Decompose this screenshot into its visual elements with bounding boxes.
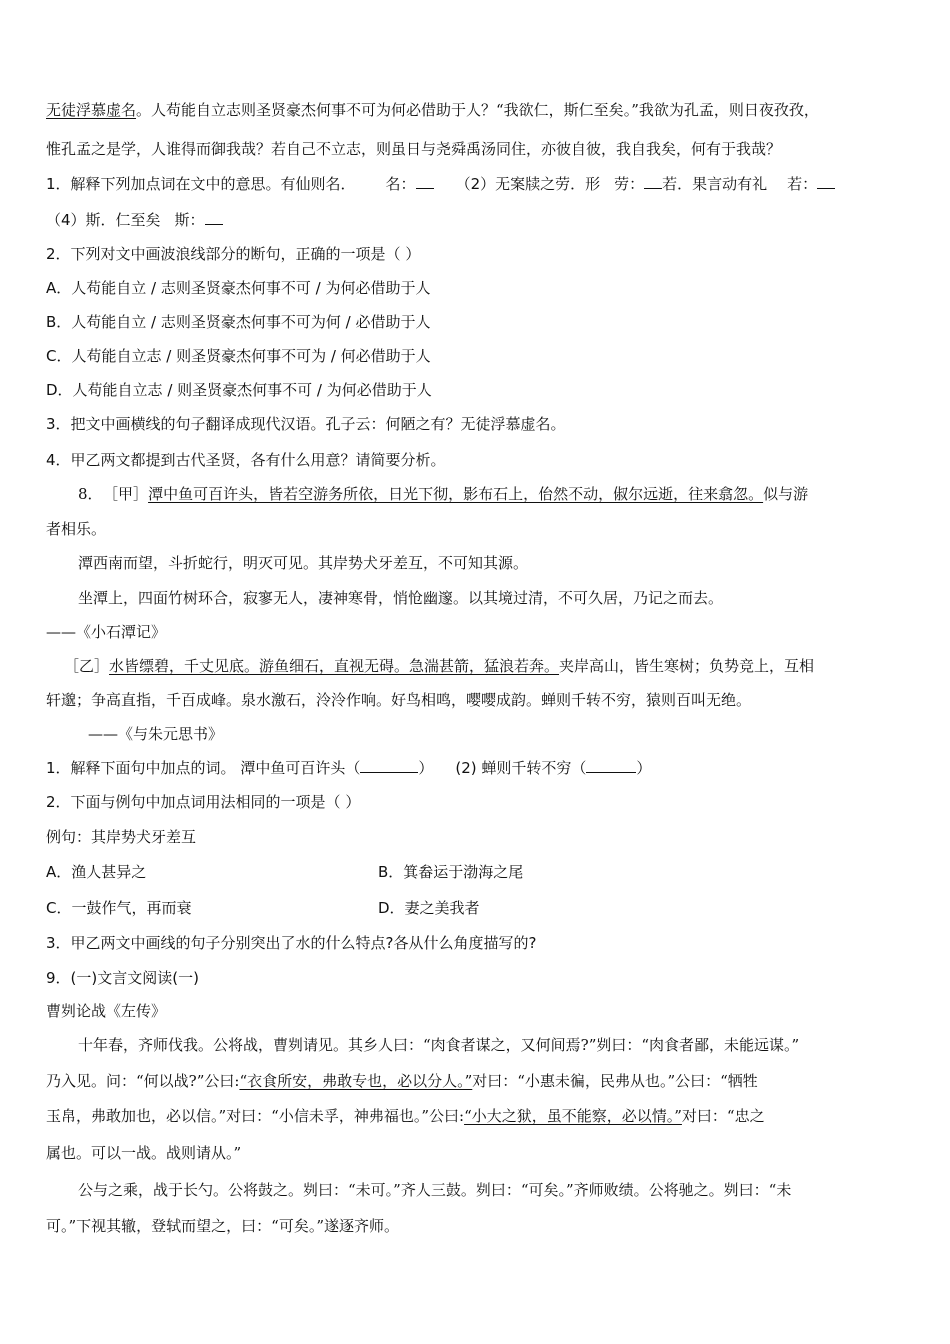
q9-para-1-line-2: 乃入见。问：“何以战?”公曰:“衣食所安，弗敢专也，必以分人。”对曰：“小惠未徧，民弗从也。”公曰：“牺牲 (46, 1072, 758, 1090)
passage-line-2: 惟孔孟之是学，人谁得而御我哉？若自己不立志，则虽日与尧舜禹汤同住，亦彼自彼，我自我矣，何有于我哉？ (46, 140, 782, 158)
q8-example: 例句：其岸势犬牙差互 (46, 828, 197, 846)
q9-para-1-line-1: 十年春，齐师伐我。公将战，曹刿请见。其乡人曰：“肉食者谋之，又何间焉?”刿曰：“肉食者鄙，未能远谋。” (78, 1036, 800, 1054)
q7-option-b: B．人苟能自立 / 志则圣贤豪杰何事不可为何 / 必借助于人 (46, 313, 431, 331)
underlined-phrase: 无徒浮慕虚名 (46, 101, 137, 119)
q8-source-2: ——《与朱元思书》 (88, 725, 224, 743)
q8-yi-line-1: ［乙］水皆缥碧，千丈见底。游鱼细石，直视无碍。急湍甚箭，猛浪若奔。夹岸高山，皆生寒树；负势竞上，互相 (64, 657, 815, 675)
underlined-phrase: “小大之狱，虽不能察，必以情。” (464, 1107, 682, 1125)
q8-options-row-2 (46, 898, 906, 918)
q8-option-d: D．妻之美我者 (378, 899, 480, 917)
q8-option-a: A．渔人甚异之 (46, 863, 147, 881)
q7-question-1-cont: （4）斯．仁至矣 斯： (46, 210, 223, 230)
q9-para-1-line-4: 属也。可以一战。战则请从。” (46, 1144, 242, 1162)
answer-blank[interactable] (205, 210, 223, 225)
q7-question-1: 1．解释下列加点词在文中的意思。有仙则名． 名： （2）无案牍之劳．形 劳： 若．果言动有礼 若： (46, 174, 835, 194)
q7-option-a: A．人苟能自立 / 志则圣贤豪杰何事不可 / 为何必借助于人 (46, 279, 431, 297)
q7-option-c: C．人苟能自立志 / 则圣贤豪杰何事不可为 / 何必借助于人 (46, 347, 431, 365)
q7-question-2: 2．下列对文中画波浪线部分的断句，正确的一项是（ ） (46, 245, 421, 263)
q7-question-4: 4．甲乙两文都提到古代圣贤，各有什么用意？请简要分析。 (46, 451, 446, 469)
answer-blank[interactable] (416, 174, 434, 189)
answer-blank[interactable] (644, 174, 662, 189)
q8-option-c: C．一鼓作气，再而衰 (46, 899, 192, 917)
underlined-phrase: 潭中鱼可百许头，皆若空游务所依，日光下彻，影布石上，佁然不动，俶尔远逝，往来翕忽。 (148, 485, 764, 503)
answer-blank[interactable] (586, 758, 636, 773)
q8-option-b: B．箕畚运于渤海之尾 (378, 863, 524, 881)
answer-blank[interactable] (817, 174, 835, 189)
q8-jia-line-1: 8． ［甲］潭中鱼可百许头，皆若空游务所依，日光下彻，影布石上，佁然不动，俶尔远逝，往来翕忽。似与游 (78, 485, 809, 503)
q8-para-3: 坐潭上，四面竹树环合，寂寥无人，凄神寒骨，悄怆幽邃。以其境过清，不可久居，乃记之而去。 (78, 589, 724, 607)
passage-line-1: 无徒浮慕虚名。人苟能自立志则圣贤豪杰何事不可为何必借助于人？“我欲仁，斯仁至矣。”我欲为孔孟，则日夜孜孜， (46, 101, 819, 119)
q9-para-2-line-1: 公与之乘，战于长勺。公将鼓之。刿曰：“未可。”齐人三鼓。刿曰：“可矣。”齐师败绩。公将驰之。刿曰：“未 (78, 1181, 792, 1199)
q8-source-1: ——《小石潭记》 (46, 623, 167, 641)
answer-blank[interactable] (360, 758, 418, 773)
underlined-phrase: “衣食所安，弗敢专也，必以分人。” (239, 1072, 473, 1090)
q7-option-d: D．人苟能自立志 / 则圣贤豪杰何事不可 / 为何必借助于人 (46, 381, 432, 399)
q8-para-2: 潭西南而望，斗折蛇行，明灭可见。其岸势犬牙差互，不可知其源。 (78, 554, 529, 572)
q8-yi-line-2: 轩邈；争高直指，千百成峰。泉水激石，泠泠作响。好鸟相鸣，嘤嘤成韵。蝉则千转不穷，猿则百叫无绝。 (46, 691, 752, 709)
q9-heading: 9．(一)文言文阅读(一) (46, 969, 199, 987)
q8-question-1: 1．解释下面句中加点的词。 潭中鱼可百许头（ ） (2) 蝉则千转不穷（ ） (46, 759, 652, 777)
q7-question-3: 3．把文中画横线的句子翻译成现代汉语。孔子云：何陋之有？无徒浮慕虚名。 (46, 415, 566, 433)
q9-para-1-line-3: 玉帛，弗敢加也，必以信。”对曰：“小信未孚，神弗福也。”公曰:“小大之狱，虽不能察，必以情。”对曰：“忠之 (46, 1107, 765, 1125)
q8-question-3: 3．甲乙两文中画线的句子分别突出了水的什么特点?各从什么角度描写的? (46, 934, 537, 952)
q8-jia-line-2: 者相乐。 (46, 520, 107, 538)
underlined-phrase: 水皆缥碧，千丈见底。游鱼细石，直视无碍。急湍甚箭，猛浪若奔。 (109, 657, 560, 675)
q9-para-2-line-2: 可。”下视其辙，登轼而望之，曰：“可矣。”遂逐齐师。 (46, 1217, 400, 1235)
q8-question-2: 2．下面与例句中加点词用法相同的一项是（ ） (46, 793, 361, 811)
q8-options-row-1 (46, 862, 906, 882)
q9-title: 曹刿论战《左传》 (46, 1002, 167, 1020)
